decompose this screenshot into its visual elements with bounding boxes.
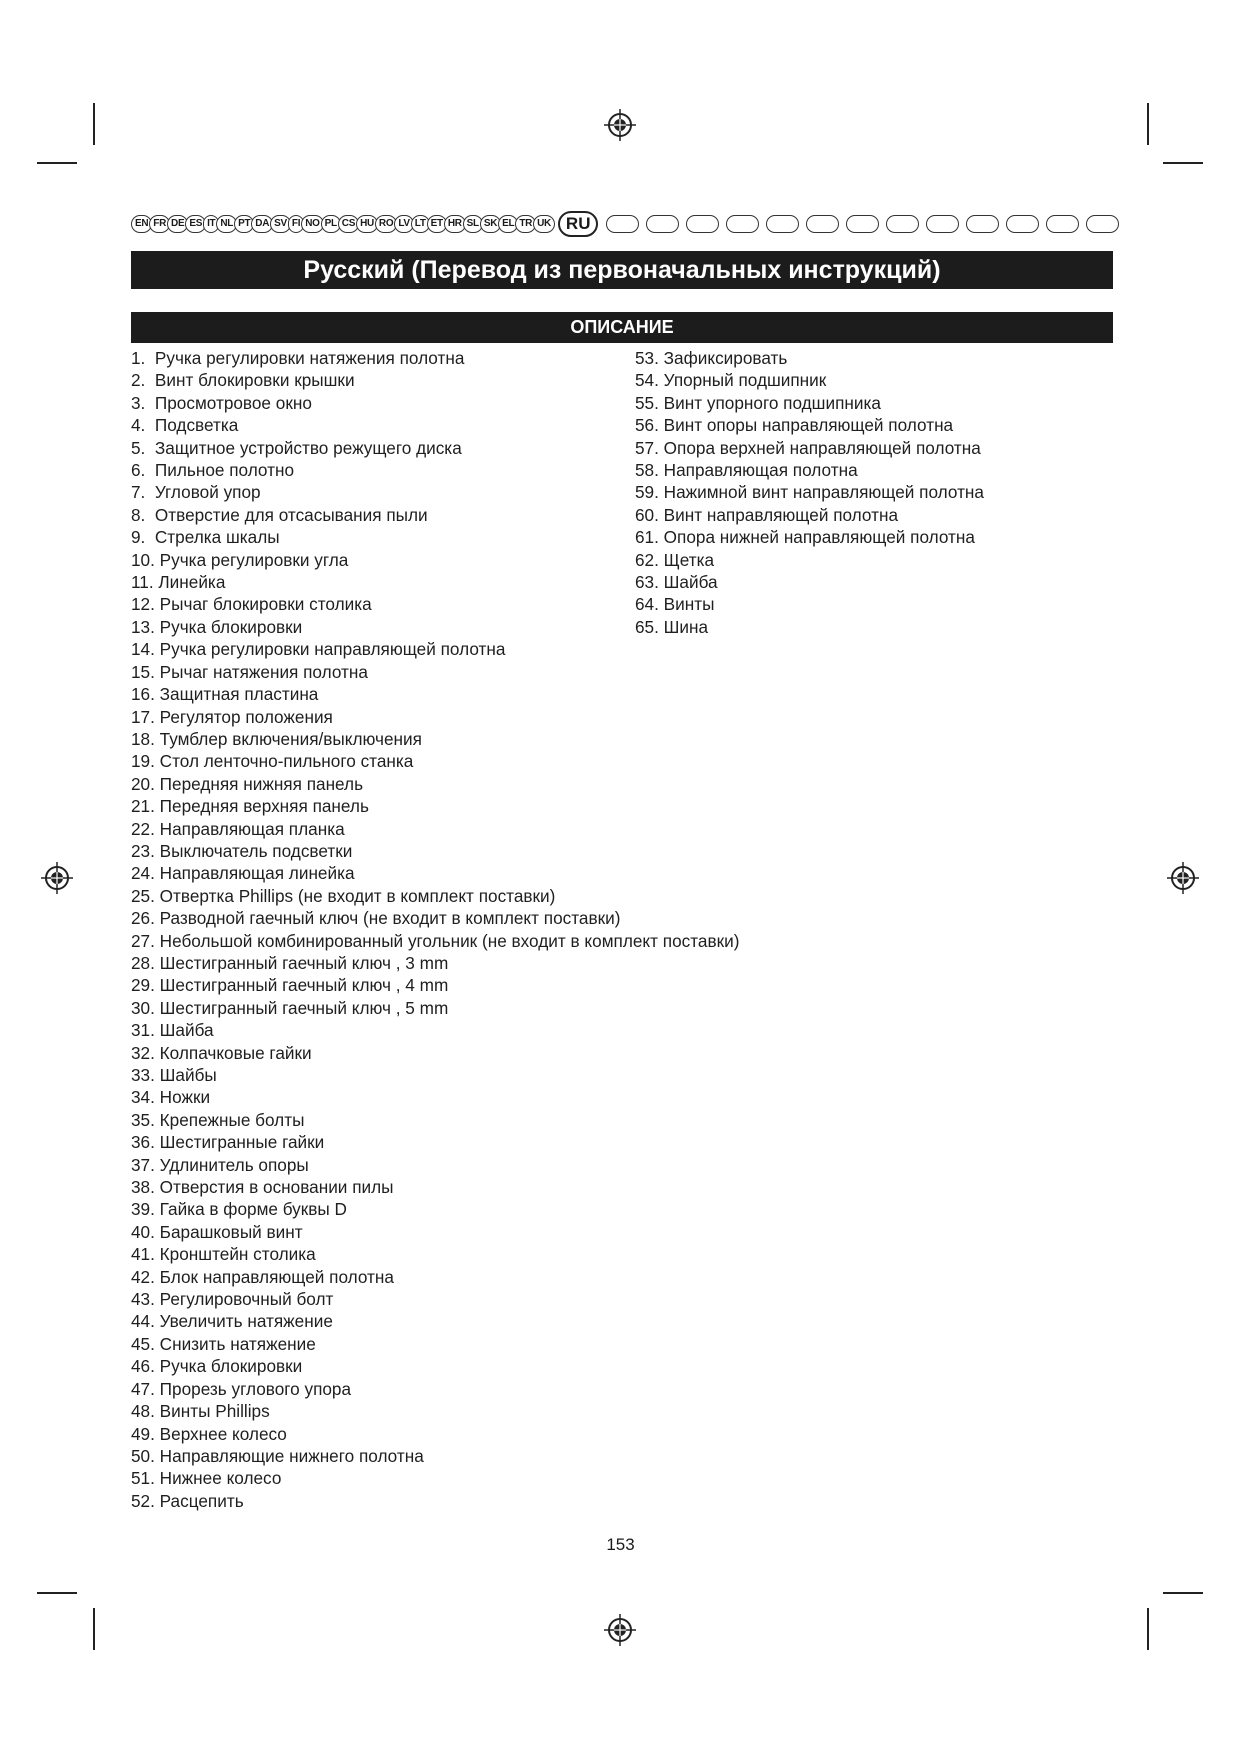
language-empty-slots — [606, 214, 1126, 234]
language-code: RO — [375, 215, 397, 233]
list-item: 50. Направляющие нижнего полотна — [131, 1445, 424, 1466]
list-item: 54. Упорный подшипник — [635, 370, 827, 391]
crop-mark-bottom-right-h — [1163, 1592, 1203, 1594]
language-code: NL — [216, 215, 237, 233]
crop-mark-top-left-h — [37, 162, 77, 164]
list-item: 8. Отверстие для отсасывания пыли — [131, 504, 428, 525]
language-code: EL — [498, 215, 518, 233]
language-empty-slot — [966, 215, 999, 233]
list-item: 41. Кронштейн столика — [131, 1244, 316, 1265]
language-code: DE — [167, 215, 188, 233]
language-code: SL — [463, 215, 483, 233]
list-item: 30. Шестигранный гаечный ключ , 5 mm — [131, 997, 449, 1018]
list-item: 21. Передняя верхняя панель — [131, 796, 369, 817]
list-item: 64. Винты — [635, 594, 715, 615]
registration-mark-icon — [40, 861, 74, 895]
list-item: 55. Винт упорного подшипника — [635, 392, 881, 413]
list-item: 44. Увеличить натяжение — [131, 1311, 333, 1332]
active-language-badge: RU — [558, 211, 599, 237]
list-item: 29. Шестигранный гаечный ключ , 4 mm — [131, 975, 449, 996]
language-empty-slot — [1006, 215, 1039, 233]
list-item: 65. Шина — [635, 616, 709, 637]
language-empty-slot — [646, 215, 679, 233]
list-item: 43. Регулировочный болт — [131, 1289, 334, 1310]
language-empty-slot — [1046, 215, 1079, 233]
page-number: 153 — [606, 1535, 635, 1554]
list-item: 31. Шайба — [131, 1020, 214, 1041]
registration-mark-icon — [1166, 861, 1200, 895]
list-item: 63. Шайба — [635, 572, 718, 593]
list-item: 48. Винты Phillips — [131, 1401, 270, 1422]
list-item: 28. Шестигранный гаечный ключ , 3 mm — [131, 952, 449, 973]
crop-mark-bottom-right — [1147, 1608, 1149, 1650]
language-code: PL — [321, 215, 341, 233]
list-item: 47. Прорезь углового упора — [131, 1378, 352, 1399]
language-empty-slot — [766, 215, 799, 233]
list-item: 10. Ручка регулировки угла — [131, 549, 349, 570]
language-empty-slot — [1086, 215, 1119, 233]
list-item: 42. Блок направляющей полотна — [131, 1266, 394, 1287]
language-code: TR — [515, 215, 536, 233]
list-item: 59. Нажимной винт направляющей полотна — [635, 482, 984, 503]
list-item: 5. Защитное устройство режущего диска — [131, 437, 462, 458]
list-item: 46. Ручка блокировки — [131, 1356, 303, 1377]
language-empty-slot — [846, 215, 879, 233]
list-item: 6. Пильное полотно — [131, 460, 295, 481]
language-code: NO — [301, 215, 323, 233]
crop-mark-bottom-left — [93, 1608, 95, 1650]
language-strip — [131, 211, 1126, 237]
list-item: 53. Зафиксировать — [635, 348, 788, 368]
language-code: LT — [411, 215, 430, 233]
list-item: 33. Шайбы — [131, 1065, 217, 1085]
language-code: IT — [203, 215, 219, 233]
list-item: 18. Тумблер включения/выключения — [131, 728, 422, 749]
list-item: 56. Винт опоры направляющей полотна — [635, 415, 954, 436]
list-item: 36. Шестигранные гайки — [131, 1132, 325, 1153]
language-code: CS — [338, 215, 359, 233]
list-item: 16. Защитная пластина — [131, 684, 319, 705]
list-item: 37. Удлинитель опоры — [131, 1154, 309, 1175]
list-item: 2. Винт блокировки крышки — [131, 370, 355, 391]
language-code: FR — [149, 215, 170, 233]
list-item: 32. Колпачковые гайки — [131, 1042, 312, 1063]
language-code: ES — [185, 215, 206, 233]
list-item: 40. Барашковый винт — [131, 1221, 303, 1242]
list-item: 7. Угловой упор — [131, 482, 261, 503]
list-item: 58. Направляющая полотна — [635, 460, 858, 481]
list-item: 35. Крепежные болты — [131, 1109, 305, 1130]
list-item: 13. Ручка блокировки — [131, 616, 303, 637]
list-item: 3. Просмотровое окно — [131, 392, 312, 413]
list-item: 39. Гайка в форме буквы D — [131, 1199, 347, 1220]
list-item: 24. Направляющая линейка — [131, 863, 355, 884]
crop-mark-top-right — [1147, 103, 1149, 145]
list-item: 34. Ножки — [131, 1087, 211, 1108]
parts-list-right — [635, 347, 1105, 638]
language-empty-slot — [726, 215, 759, 233]
list-item: 27. Небольшой комбинированный угольник (не входит в комплект поставки) — [131, 930, 740, 951]
language-empty-slot — [926, 215, 959, 233]
registration-mark-icon — [603, 1613, 637, 1647]
language-code: PT — [234, 215, 254, 233]
list-item: 52. Расцепить — [131, 1490, 244, 1511]
list-item: 19. Стол ленточно-пильного станка — [131, 751, 414, 772]
language-code: HR — [444, 215, 466, 233]
language-code: SK — [480, 215, 501, 233]
list-item: 11. Линейка — [131, 572, 226, 593]
list-item: 4. Подсветка — [131, 415, 239, 436]
language-code: FI — [288, 215, 304, 233]
language-code: SV — [270, 215, 291, 233]
list-item: 26. Разводной гаечный ключ (не входит в комплект поставки) — [131, 908, 621, 929]
list-item: 22. Направляющая планка — [131, 818, 345, 839]
list-item: 20. Передняя нижняя панель — [131, 773, 364, 794]
list-item: 14. Ручка регулировки направляющей полотна — [131, 639, 506, 660]
crop-mark-top-left — [93, 103, 95, 145]
language-code: EN — [131, 215, 152, 233]
language-codes — [131, 214, 552, 234]
language-empty-slot — [806, 215, 839, 233]
list-item: 15. Рычаг натяжения полотна — [131, 661, 368, 682]
language-code: HU — [356, 215, 378, 233]
page-title: Русский (Перевод из первоначальных инструкций) — [131, 251, 1113, 289]
list-item: 23. Выключатель подсветки — [131, 840, 353, 861]
list-item: 62. Щетка — [635, 549, 715, 570]
list-item: 12. Рычаг блокировки столика — [131, 594, 372, 615]
language-empty-slot — [686, 215, 719, 233]
language-empty-slot — [886, 215, 919, 233]
list-item: 45. Снизить натяжение — [131, 1333, 316, 1354]
list-item: 49. Верхнее колесо — [131, 1423, 287, 1444]
list-item: 51. Нижнее колесо — [131, 1468, 282, 1489]
list-item: 38. Отверстия в основании пилы — [131, 1177, 394, 1198]
registration-mark-icon — [603, 108, 637, 142]
list-item: 25. Отвертка Phillips (не входит в комплект поставки) — [131, 885, 556, 906]
language-empty-slot — [606, 215, 639, 233]
language-code: ET — [427, 215, 447, 233]
list-item: 1. Ручка регулировки натяжения полотна — [131, 348, 465, 368]
list-item: 61. Опора нижней направляющей полотна — [635, 527, 975, 548]
list-item: 57. Опора верхней направляющей полотна — [635, 437, 981, 458]
crop-mark-bottom-left-h — [37, 1592, 77, 1594]
crop-mark-top-right-h — [1163, 162, 1203, 164]
list-item: 60. Винт направляющей полотна — [635, 504, 899, 525]
list-item: 17. Регулятор положения — [131, 706, 333, 727]
language-code: DA — [251, 215, 273, 233]
language-code: UK — [533, 215, 555, 233]
section-heading: ОПИСАНИЕ — [131, 312, 1113, 343]
language-code: LV — [394, 215, 413, 233]
list-item: 9. Стрелка шкалы — [131, 527, 280, 548]
